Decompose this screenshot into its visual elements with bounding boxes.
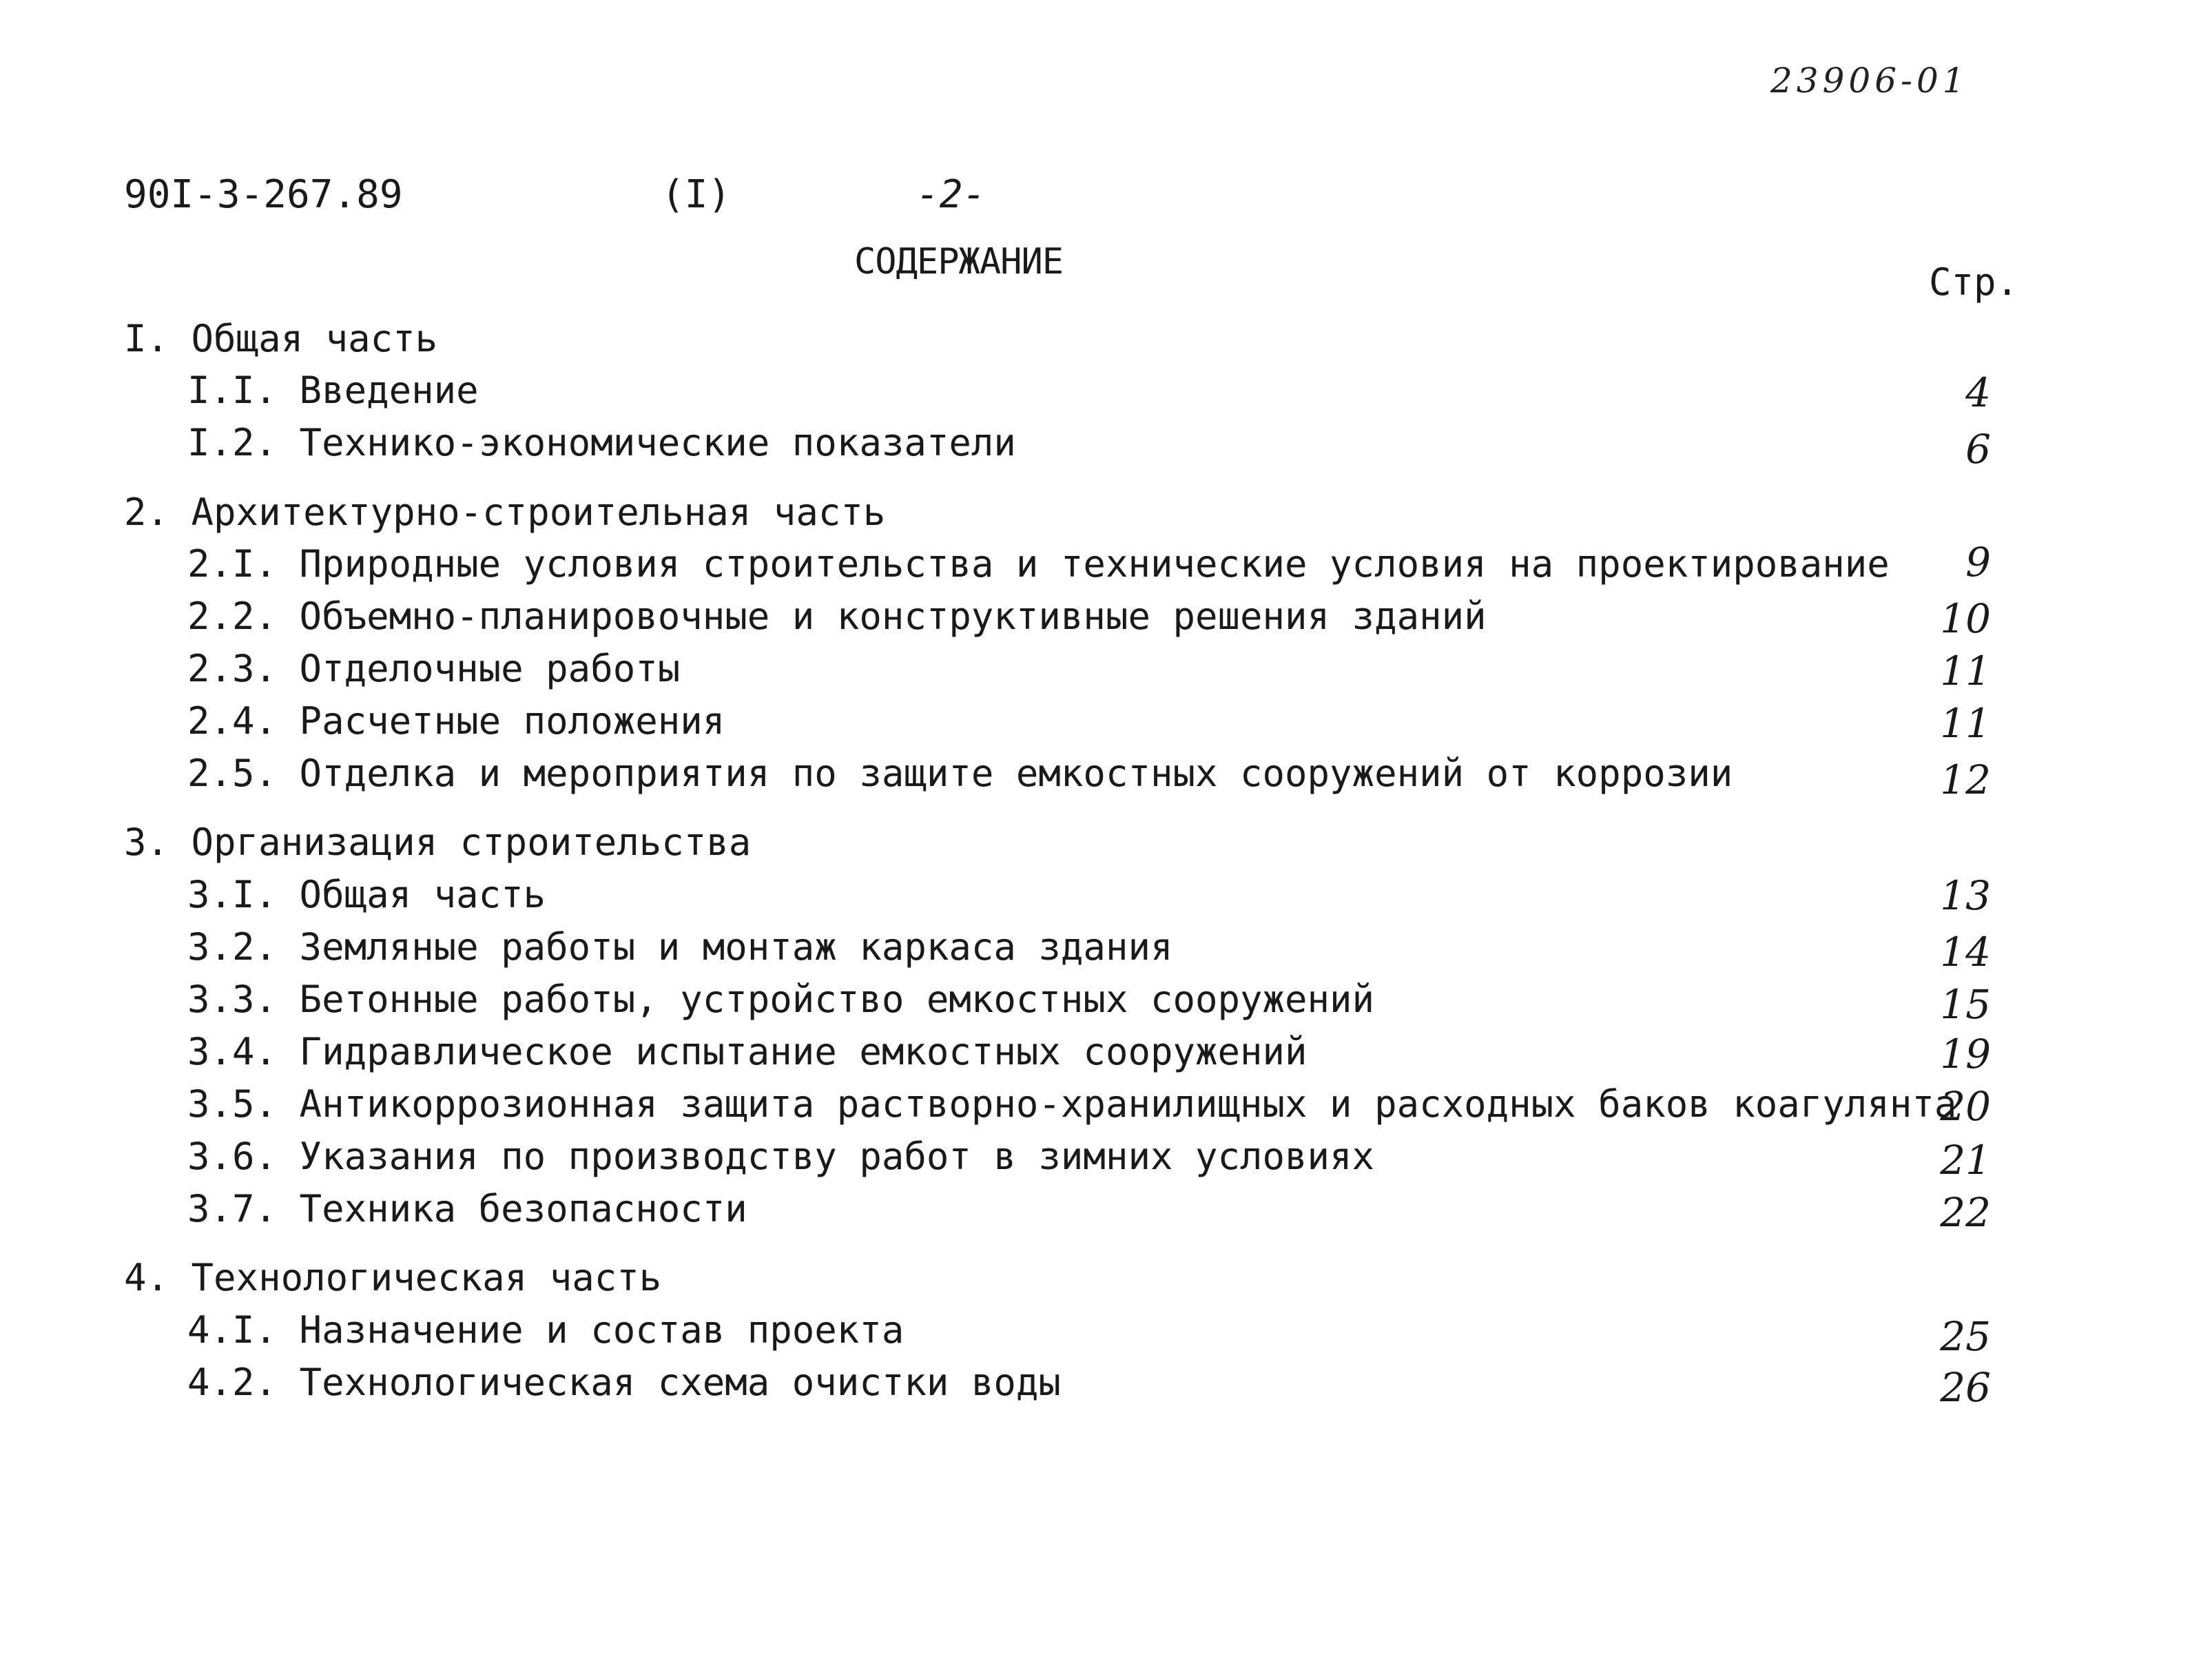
toc-item: 2.3. Отделочные работы [187,647,681,690]
page-title: СОДЕРЖАНИЕ [854,241,1064,282]
toc-page-number: 11 [1940,648,1991,694]
toc-page-number: 19 [1940,1031,1991,1077]
toc-section: I. Общая часть [124,317,438,360]
toc-item: 2.4. Расчетные положения [187,699,725,743]
toc-item: 3.5. Антикоррозионная защита растворно-хранилищных и расходных баков коагулянта [187,1082,1957,1126]
toc-item: 3.I. Общая часть [187,873,546,916]
toc-page-number: 15 [1940,981,1991,1028]
toc-item: I.I. Введение [187,369,479,412]
page-number: -2- [916,172,986,217]
document-code: 90I-3-267.89 [124,172,403,217]
archive-number: 23906-01 [1770,61,1969,101]
toc-page-number: 12 [1940,756,1991,803]
toc-page-number: 26 [1940,1364,1991,1411]
toc-item: 4.I. Назначение и состав проекта [187,1308,905,1352]
toc-page-number: 11 [1940,700,1991,747]
toc-section: 2. Архитектурно-строительная часть [124,491,886,534]
toc-page-number: 22 [1940,1189,1991,1236]
toc-page-number: 14 [1940,929,1991,976]
toc-item: 4.2. Технологическая схема очистки воды [187,1361,1061,1404]
toc-page-number: 6 [1965,426,1991,473]
toc-page-number: 20 [1940,1083,1991,1130]
toc-page-number: 9 [1965,539,1991,586]
toc-page-number: 25 [1940,1313,1991,1360]
toc-page-number: 13 [1940,872,1991,919]
toc-item: 3.3. Бетонные работы, устройство емкостных сооружений [187,978,1375,1021]
toc-page-number: 4 [1965,369,1991,416]
toc-item: I.2. Технико-экономические показатели [187,421,1016,464]
toc-item: 2.2. Объемно-планировочные и конструктивные решения зданий [187,595,1487,638]
toc-item: 3.7. Техника безопасности [187,1187,747,1230]
toc-page-number: 21 [1940,1137,1991,1184]
sheet-number: (I) [661,172,732,217]
toc-item: 3.6. Указания по производству работ в зимних условиях [187,1135,1375,1178]
toc-item: 3.4. Гидравлическое испытание емкостных сооружений [187,1030,1307,1073]
toc-item: 3.2. Земляные работы и монтаж каркаса здания [187,925,1173,969]
toc-item: 2.5. Отделка и мероприятия по защите емкостных сооружений от коррозии [187,752,1733,795]
toc-section: 4. Технологическая часть [124,1256,662,1299]
page-column-label: Стр. [1929,260,2019,304]
toc-item: 2.I. Природные условия строительства и технические условия на проектирование [187,542,1890,586]
toc-section: 3. Организация строительства [124,820,752,864]
toc-page-number: 10 [1940,595,1991,642]
